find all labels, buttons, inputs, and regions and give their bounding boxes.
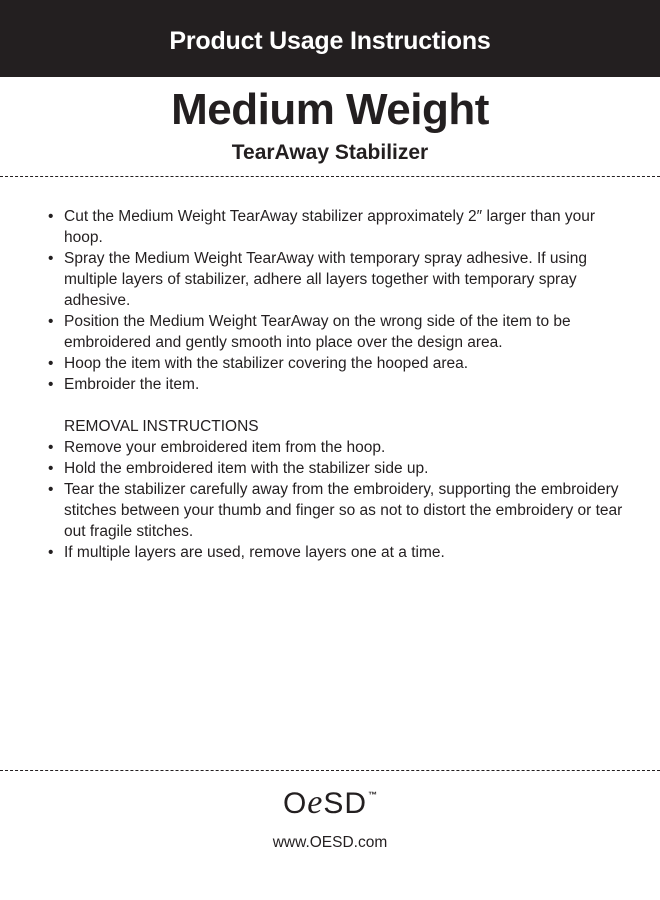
logo-letter-o: O (282, 787, 308, 820)
list-item-text: Hold the embroidered item with the stabilizer side up. (64, 460, 429, 477)
bullet-icon: • (48, 208, 54, 225)
list-item-text: If multiple layers are used, remove layers one at a time. (64, 544, 445, 561)
product-title: Medium Weight (171, 85, 489, 134)
bullet-icon: • (48, 376, 54, 393)
list-item (48, 248, 628, 311)
trademark-mark: ™ (368, 790, 378, 800)
list-item-text: Embroider the item. (64, 376, 200, 393)
list-item-text: Position the Medium Weight TearAway on the wrong side of the item to be embroidered and gently smooth into place over the design area. (64, 313, 571, 351)
bullet-icon: • (48, 481, 54, 498)
list-item (48, 437, 628, 458)
bottom-dashed-divider (0, 770, 660, 771)
website-url: www.OESD.com (272, 834, 388, 851)
list-item (48, 311, 628, 353)
list-item (48, 353, 628, 374)
top-dashed-divider (0, 176, 660, 177)
list-item (48, 206, 628, 248)
list-item-text: Hoop the item with the stabilizer covering the hooped area. (64, 355, 469, 372)
bullet-icon: • (48, 355, 54, 372)
bullet-icon: • (48, 250, 54, 267)
list-item-text: Tear the stabilizer carefully away from the embroidery, supporting the embroidery stitches between your thumb and finger so as not to distort the embroidery or tear out fragile stitches. (64, 481, 623, 540)
list-item-text: Remove your embroidered item from the hoop. (64, 439, 386, 456)
banner-title: Product Usage Instructions (169, 27, 491, 55)
list-item (48, 542, 628, 563)
list-item (48, 479, 628, 542)
list-item-text: Spray the Medium Weight TearAway with temporary spray adhesive. If using multiple layers of stabilizer, adhere all layers together with temporary spray adhesive. (64, 250, 587, 309)
list-item (48, 374, 628, 395)
bullet-icon: • (48, 460, 54, 477)
oesd-logo (0, 786, 660, 821)
logo-swirl-e: e (307, 784, 324, 821)
removal-instructions-list (48, 437, 628, 563)
top-banner (0, 0, 660, 77)
logo-letters-sd: SD (323, 787, 368, 820)
usage-instructions-list (48, 206, 628, 395)
list-item-text: Cut the Medium Weight TearAway stabilizer approximately 2″ larger than your hoop. (64, 208, 596, 246)
removal-heading: REMOVAL INSTRUCTIONS (64, 418, 259, 435)
bullet-icon: • (48, 439, 54, 456)
bullet-icon: • (48, 544, 54, 561)
instructions-section (48, 206, 628, 563)
list-item (48, 458, 628, 479)
bullet-icon: • (48, 313, 54, 330)
product-subtitle: TearAway Stabilizer (231, 141, 429, 164)
logo-wordmark (283, 786, 367, 821)
